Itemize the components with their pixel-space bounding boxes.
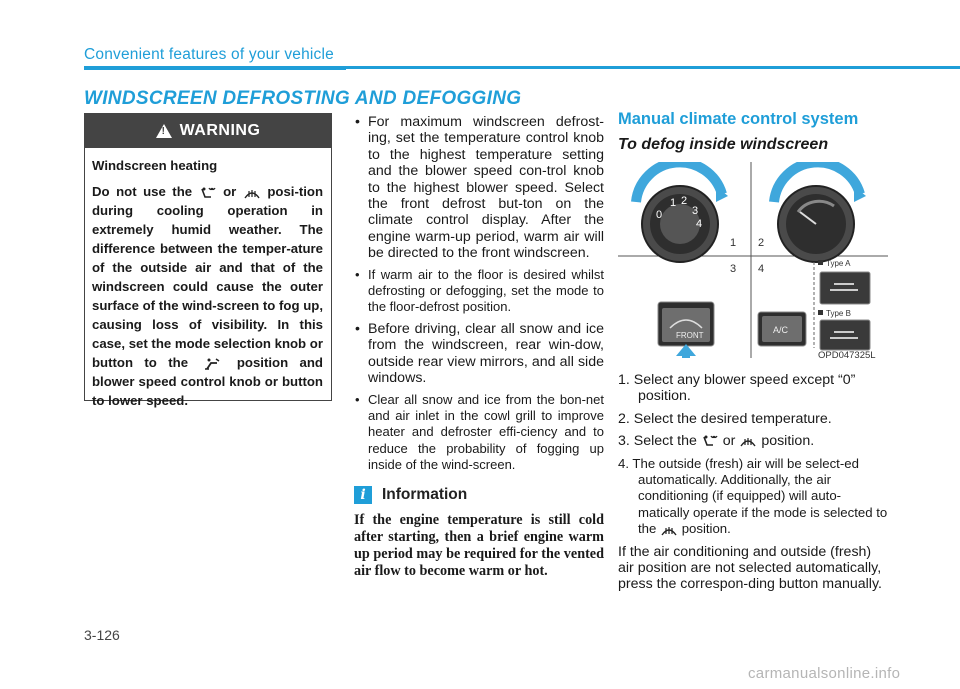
face-defrost-mode-icon [701,434,719,448]
list-item: • For maximum windscreen defrost-ing, set the temperature control knob to the highest temperature setting and the blower speed con-trol knob to the highest blower speed. Select the front defrost but-ton on the climate control display. After the engine warm-up period, warm air will be directed to the front windscreen. [354,114,604,262]
warning-heading: Windscreen heating [92,158,218,173]
figure-label-2: 2 [758,237,765,249]
front-button-label: FRONT [676,331,704,340]
knob-mark-3: 3 [692,205,699,217]
blower-speed-knob [636,162,728,262]
figure-label-3: 3 [730,263,737,275]
information-text: If the engine temperature is still cold after starting, then a brief engine warm up period may be required for the vented air flow to become warm or hot. [354,511,604,580]
figure-code: OPD047325L [818,350,876,358]
warning-header [85,114,331,148]
type-a-button [820,272,870,304]
knob-mark-4: 4 [696,218,703,230]
closing-paragraph: If the air conditioning and outside (fresh) air position are not selected automatically, press the correspon-ding button manually. [618,543,882,593]
information-header [354,486,604,504]
step-4: 4. The outside (fresh) air will be select-ed automatically. Additionally, the air conditioning (if equipped) will auto-matically operate if the mode is selected to the position. [618,455,888,537]
floor-defrost-mode-icon [199,357,225,371]
knob-mark-1: 1 [670,197,677,209]
list-item: • Clear all snow and ice from the bon-net and air inlet in the cowl grill to improve heater and defroster effi-ciency and to reduce the probability of fogging up inside of the wind-screen. [354,392,604,474]
temperature-knob [774,162,866,262]
ac-button-label: A/C [773,325,789,335]
figure-label-1: 1 [730,237,737,249]
info-icon: i [354,486,372,504]
warning-text: Do not use the or posi-tion during cooling operation in extremely humid weather. The difference between the temper-ature of the outside air and that of the windscreen could cause the outer surface of the wind-screen to fog up, causing loss of visibility. In this case, set the mode selection knob or button to the position and blower speed control knob or button to lower speed. [92,184,324,408]
type-a-marker [818,260,823,265]
defrost-icon [243,186,261,200]
step-1: 1. Select any blower speed except “0” position. [618,372,856,405]
front-defrost-button [658,302,714,358]
subsection-subtitle: To defog inside windscreen [618,136,829,153]
information-title: Information [382,485,468,503]
figure-label-4: 4 [758,263,765,275]
type-a-label: Type A [826,259,851,268]
warning-box [84,113,332,408]
defrost-icon [660,523,678,537]
defrost-icon [739,434,757,448]
climate-control-figure [618,162,888,358]
type-b-label: Type B [826,309,851,318]
step-2: 2. Select the desired temperature. [618,410,832,427]
warning-body [85,148,331,418]
page-title: WINDSCREEN DEFROSTING AND DEFOGGING [84,88,522,109]
ac-button [758,312,806,346]
warning-label: WARNING [179,122,261,139]
list-item: • If warm air to the floor is desired whilst defrosting or defogging, set the mode to the floor-defrost position. [354,267,604,316]
step-3: 3. Select the or position. [618,433,815,450]
watermark: carmanualsonline.info [748,665,901,682]
climate-control-illustration [618,162,888,358]
page-number: 3-126 [84,627,120,643]
section-header: Convenient features of your vehicle [84,46,334,63]
knob-mark-0: 0 [656,209,663,221]
right-column [618,110,888,593]
knob-mark-2: 2 [681,195,688,207]
face-defrost-mode-icon [199,186,217,200]
header-rule-accent [84,66,346,70]
subsection-title: Manual climate control system [618,110,859,128]
middle-column [354,114,604,580]
type-b-marker [818,310,823,315]
type-b-button [820,320,870,350]
warning-icon [156,124,172,138]
list-item: • Before driving, clear all snow and ice from the windscreen, rear win-dow, outside rear view mirrors, and all side windows. [354,321,604,387]
